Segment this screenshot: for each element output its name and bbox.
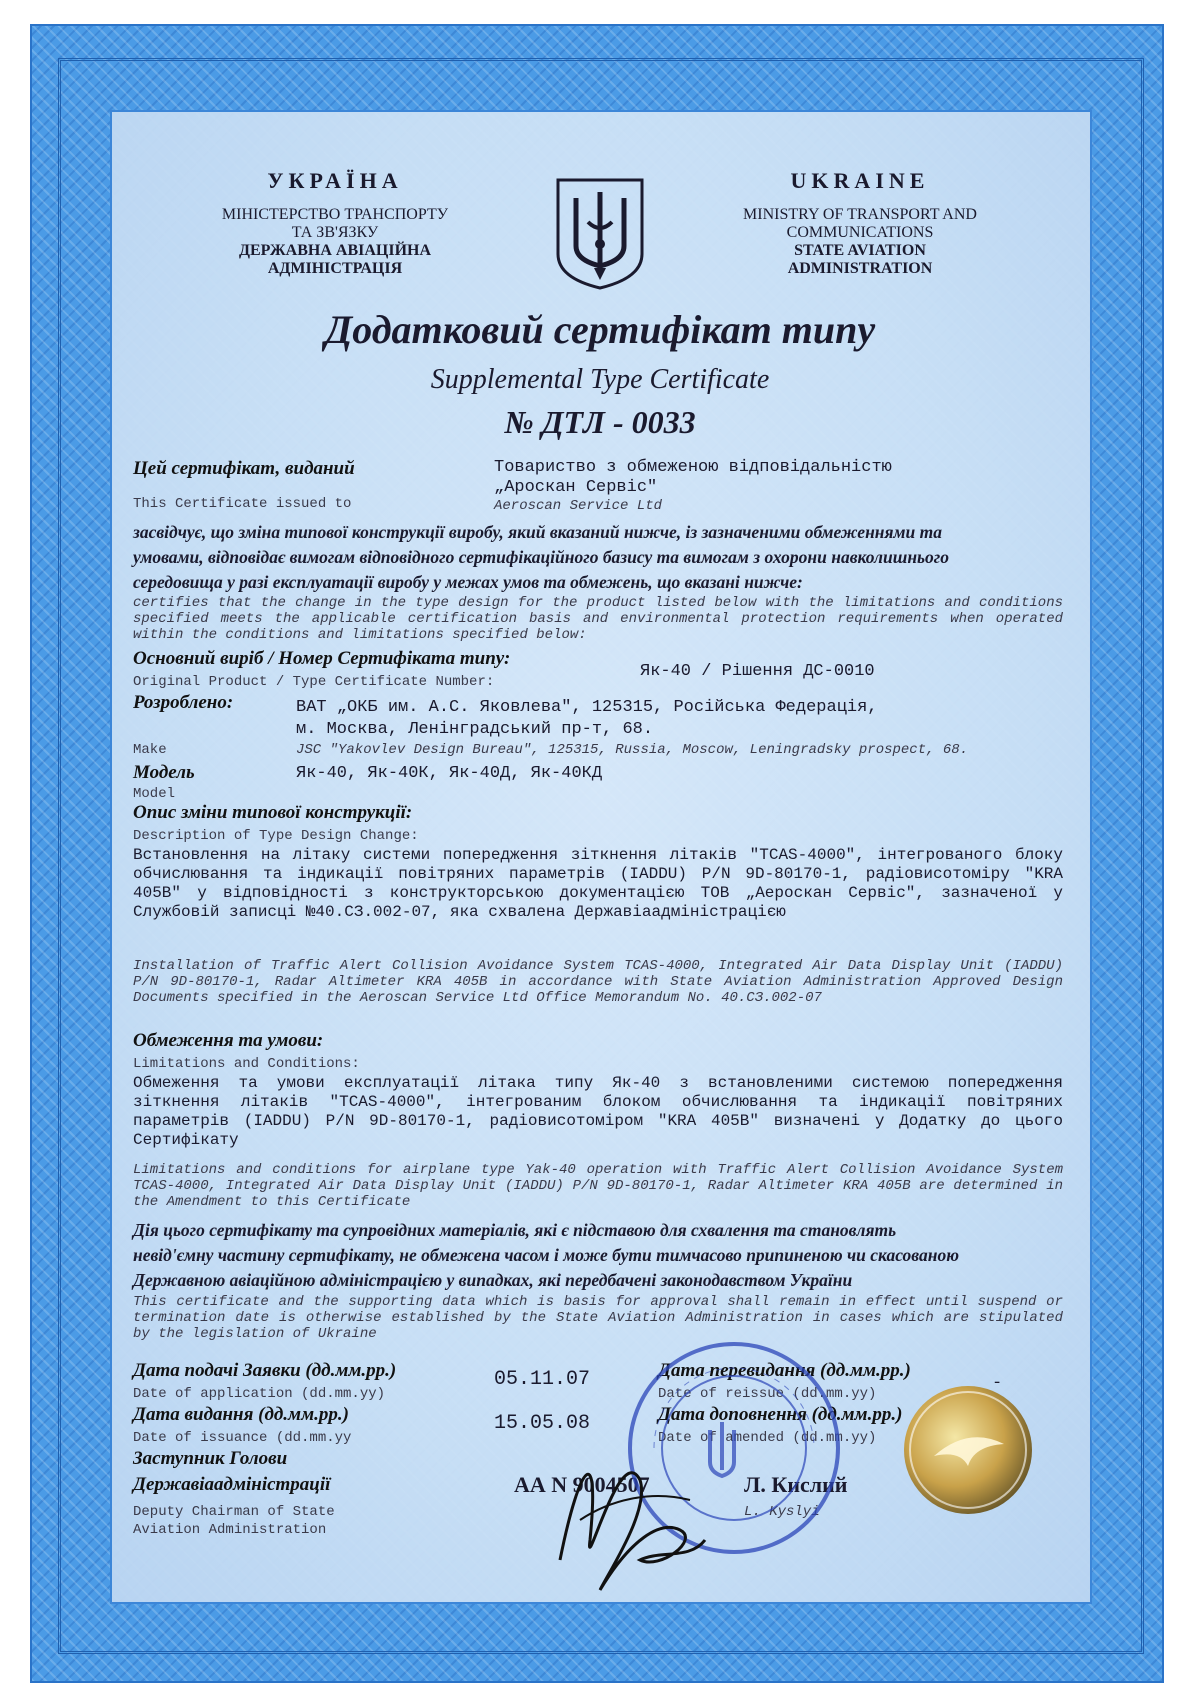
issuance-date-label-en: Date of issuance (dd.mm.yy	[133, 1430, 352, 1446]
model-label-ua: Модель	[133, 762, 195, 783]
agency-ua-line1: ДЕРЖАВНА АВІАЦІЙНА	[238, 242, 432, 259]
model-label-en: Model	[133, 786, 176, 802]
ministry-ua-line2: ТА ЗВ'ЯЗКУ	[291, 224, 379, 241]
reissue-date-label-ua: Дата перевидання (дд.мм.рр.)	[658, 1360, 911, 1381]
issued-to-label-ua: Цей сертифікат, виданий	[133, 458, 355, 479]
certifies-ua-line1: засвідчує, що зміна типової конструкції виробу, який вказаний нижче, із зазначеними обмеженнями та	[133, 522, 942, 542]
limitations-ua: Обмеження та умови експлуатації літака типу Як-40 з встановленими системою попередження зіткнення літаків "TCAS-4000", інтегрованим блоком обчислювання та індикації повітряних параметрів (IADDU) P/N 9D-80170-1, радіовисотоміром "KRA 405B" визначені у Додатку до цього Сертифікату	[133, 1074, 1063, 1149]
signatory-title-ua-line1: Заступник Голови	[133, 1448, 288, 1469]
description-label-ua: Опис зміни типової конструкції:	[133, 802, 413, 823]
certifies-ua-line3: середовища у разі експлуатації виробу у межах умов та обмежень, що вказані нижче:	[133, 572, 803, 592]
issued-to-value-ua-line1: Товариство з обмеженою відповідальністю	[494, 458, 892, 477]
model-value: Як-40, Як-40К, Як-40Д, Як-40КД	[296, 764, 603, 783]
header-left	[190, 168, 480, 278]
amended-date-label-en: Date of amended (dd.mm.yy)	[658, 1430, 877, 1446]
certificate-number: № ДТЛ - 0033	[504, 404, 696, 440]
hologram-seal-icon	[904, 1386, 1032, 1514]
header-right	[710, 168, 1010, 278]
limitations-label-en: Limitations and Conditions:	[133, 1056, 360, 1072]
make-label-en: Make	[133, 742, 167, 758]
application-date-label-ua: Дата подачі Заявки (дд.мм.рр.)	[133, 1360, 397, 1381]
application-date-label-en: Date of application (dd.mm.yy)	[133, 1386, 386, 1402]
original-product-label-ua: Основний виріб / Номер Сертифіката типу:	[133, 648, 511, 669]
signatory-name-ua: Л. Кислий	[744, 1472, 848, 1497]
limitations-en: Limitations and conditions for airplane type Yak-40 operation with Traffic Alert Collision Avoidance System TCAS-4000, Integrated Air Data Display Unit (IADDU) P/N 9D-80170-1, Radar Altimeter KRA 405B are determined in the Amendment to this Certificate	[133, 1162, 1063, 1210]
validity-ua-line3: Державною авіаційною адміністрацією у випадках, які передбачені законодавством України	[133, 1270, 853, 1290]
validity-ua	[133, 1218, 1073, 1293]
original-product-value: Як-40 / Рішення ДС-0010	[640, 662, 875, 681]
validity-ua-line2: невід'ємну частину сертифікату, не обмежена часом і може бути тимчасово припиненою чи скасованою	[133, 1245, 959, 1265]
validity-en: This certificate and the supporting data which is basis for approval shall remain in effect until suspend or termination date is otherwise established by the State Aviation Administration in cases which are stipulated by the legislation of Ukraine	[133, 1294, 1063, 1342]
reissue-date-value: -	[992, 1374, 1003, 1393]
reissue-date-label-en: Date of reissue (dd.mm.yy)	[658, 1386, 877, 1402]
amended-date-label-ua: Дата доповнення (дд.мм.рр.)	[658, 1404, 903, 1425]
make-label-ua: Розроблено:	[133, 692, 234, 713]
country-ua: УКРАЇНА	[267, 168, 403, 193]
signatory-name-en: L. Kyslyi	[744, 1504, 820, 1520]
issued-to-value-ua-line2: „Ароскан Сервіс"	[494, 478, 658, 497]
certifies-ua	[133, 520, 1073, 595]
original-product-label-en: Original Product / Type Certificate Number:	[133, 674, 495, 690]
make-value-ua-line2: м. Москва, Ленінградський пр-т, 68.	[296, 720, 654, 739]
description-label-en: Description of Type Design Change:	[133, 828, 419, 844]
title-ua: Додатковий сертифікат типу	[324, 307, 876, 352]
description-en: Installation of Traffic Alert Collision Avoidance System TCAS-4000, Integrated Air Data Display Unit (IADDU) P/N 9D-80170-1, Radar Altimeter KRA 405B in accordance with State Aviation Administration Approved Design Documents specified in the Aeroscan Service Ltd Office Memorandum No. 40.СЗ.002-07	[133, 958, 1063, 1006]
certifies-ua-line2: умовами, відповідає вимогам відповідного сертифікаційного базису та вимогам з охорони навколишнього	[133, 547, 950, 567]
agency-en-line1: STATE AVIATION	[794, 242, 926, 259]
application-date-value: 05.11.07	[494, 1368, 591, 1391]
validity-ua-line1: Дія цього сертифікату та супровідних матеріалів, які є підставою для схвалення та становлять	[133, 1220, 897, 1240]
ministry-ua-line1: МІНІСТЕРСТВО ТРАНСПОРТУ	[221, 206, 449, 223]
certifies-en: certifies that the change in the type design for the product listed below with the limitations and conditions specified meets the applicable certification basis and environmental protection requirements when operated within the conditions and limitations specified below:	[133, 595, 1063, 643]
issued-to-label-en: This Certificate issued to	[133, 496, 352, 512]
make-value-en: JSC "Yakovlev Design Bureau", 125315, Russia, Moscow, Leningradsky prospect, 68.	[296, 742, 969, 758]
signature-icon	[540, 1420, 720, 1605]
trident-emblem-icon	[554, 176, 646, 297]
issuance-date-value: 15.05.08	[494, 1412, 591, 1435]
agency-ua-line2: АДМІНІСТРАЦІЯ	[267, 260, 403, 277]
issuance-date-label-ua: Дата видання (дд.мм.рр.)	[133, 1404, 349, 1425]
issued-to-value-en: Aeroscan Service Ltd	[494, 498, 663, 514]
signatory-title-ua-line2: Державіаадміністрації	[133, 1474, 331, 1495]
country-en: UKRAINE	[790, 168, 930, 193]
make-value-ua-line1: ВАТ „ОКБ им. А.С. Яковлева", 125315, Російська Федерація,	[296, 698, 878, 717]
signatory-title-en-line2: Aviation Administration	[133, 1522, 327, 1538]
signatory-title-en-line1: Deputy Chairman of State	[133, 1504, 335, 1520]
title-en: Supplemental Type Certificate	[430, 364, 770, 395]
agency-en-line2: ADMINISTRATION	[787, 260, 933, 277]
ministry-en-line2: COMMUNICATIONS	[786, 224, 934, 241]
ministry-en-line1: MINISTRY OF TRANSPORT AND	[743, 206, 977, 223]
description-ua: Встановлення на літаку системи попередження зіткнення літаків "TCAS-4000", інтегрованого блоку обчислювання та індикації повітряних параметрів (IADDU) P/N 9D-80170-1, радіовисотоміру "KRA 405B" у відповідності з конструкторською документацією ТОВ „Аероскан Сервіс", зазначеної у Службовій записці №40.СЗ.002-07, яка схвалена Державіаадміністрацією	[133, 846, 1063, 921]
limitations-label-ua: Обмеження та умови:	[133, 1030, 324, 1051]
serial-number: АА N 9004507	[514, 1472, 650, 1497]
